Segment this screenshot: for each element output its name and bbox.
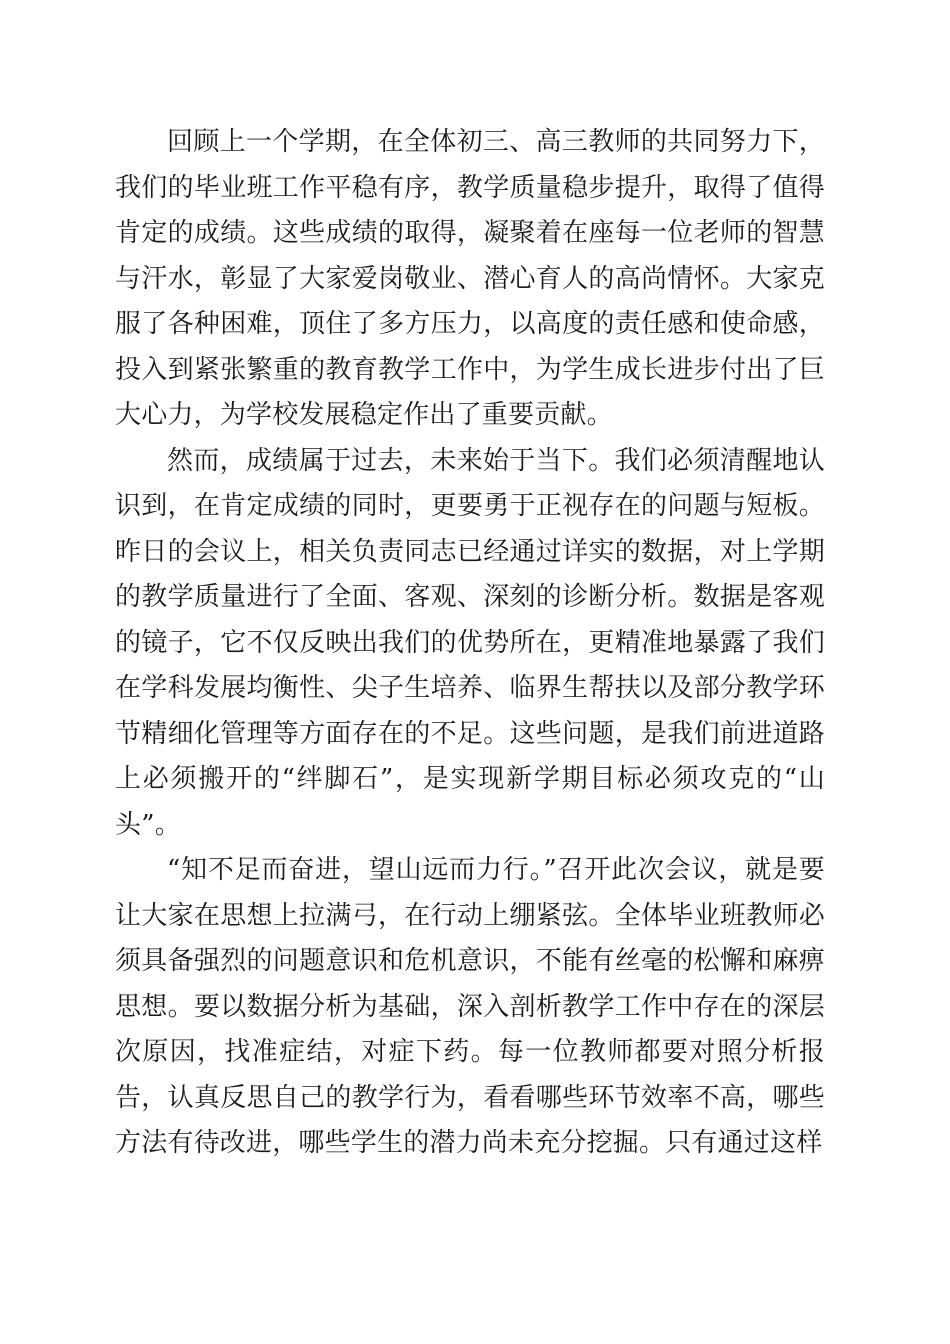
paragraph-3: “知不足而奋进，望山远而力行。”召开此次会议，就是要让大家在思想上拉满弓，在行动上绷紧弦。全体毕业班教师必须具备强烈的问题意识和危机意识，不能有丝毫的松懈和麻痹思想。要以数据分析为基础，深入剖析教学工作中存在的深层次原因，找准症结，对症下药。每一位教师都要对照分析报告，认真反思自己的教学行为，看看哪些环节效率不高，哪些方法有待改进，哪些学生的潜力尚未充分挖掘。只有通过这样	[115, 855, 825, 1158]
paragraph-2: 然而，成绩属于过去，未来始于当下。我们必须清醒地认识到，在肯定成绩的同时，更要勇于正视存在的问题与短板。昨日的会议上，相关负责同志已经通过详实的数据，对上学期的教学质量进行了全面、客观、深刻的诊断分析。数据是客观的镜子，它不仅反映出我们的优势所在，更精准地暴露了我们在学科发展均衡性、尖子生培养、临界生帮扶以及部分教学环节精细化管理等方面存在的不足。这些问题，是我们前进道路上必须搬开的“绊脚石”，是实现新学期目标必须攻克的“山头”。	[115, 445, 825, 840]
paragraph-1: 回顾上一个学期，在全体初三、高三教师的共同努力下，我们的毕业班工作平稳有序，教学质量稳步提升，取得了值得肯定的成绩。这些成绩的取得，凝聚着在座每一位老师的智慧与汗水，彰显了大家爱岗敬业、潜心育人的高尚情怀。大家克服了各种困难，顶住了多方压力，以高度的责任感和使命感，投入到紧张繁重的教育教学工作中，为学生成长进步付出了巨大心力，为学校发展稳定作出了重要贡献。	[115, 127, 825, 430]
body-text	[115, 120, 825, 1167]
